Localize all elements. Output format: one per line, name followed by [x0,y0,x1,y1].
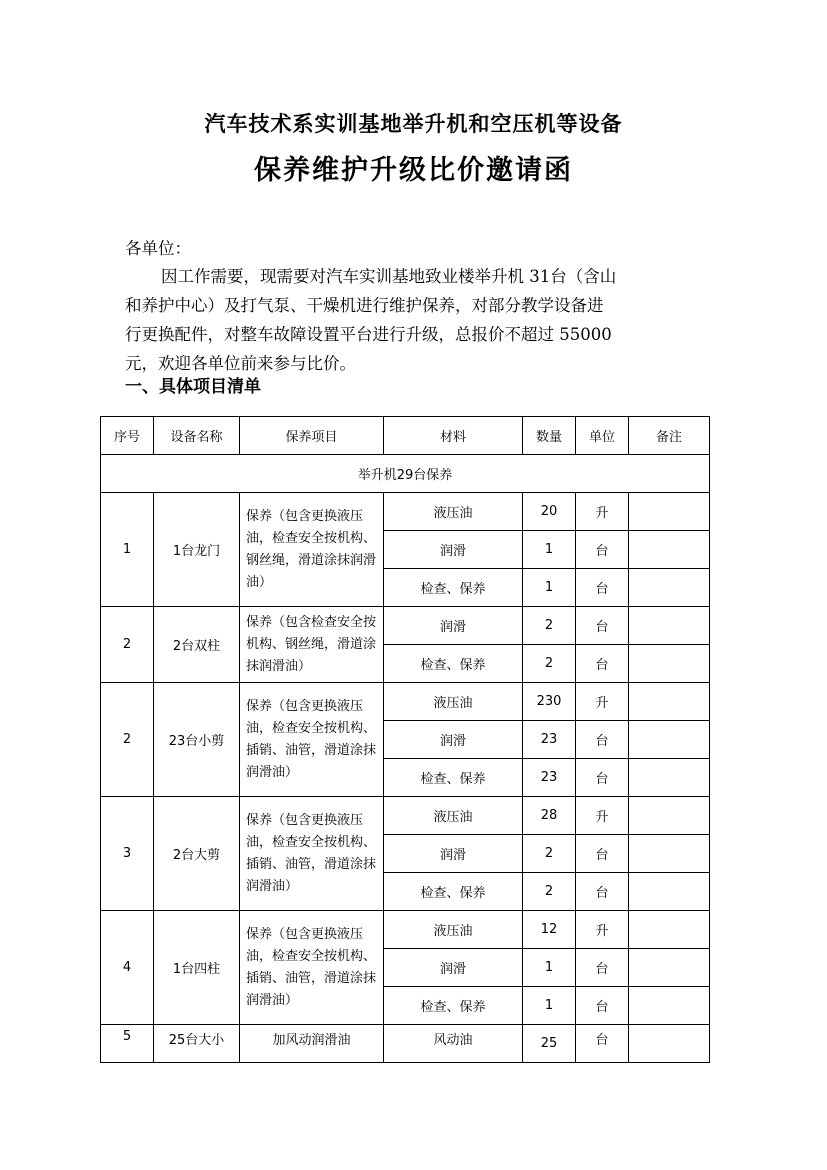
group-title-cell: 举升机29台保养 [101,455,710,493]
header-cell: 序号 [101,417,154,455]
note-cell [629,493,710,531]
quantity-cell: 28 [523,797,576,835]
table-header-row [101,417,710,455]
note-cell [629,569,710,607]
material-cell: 液压油 [384,911,523,949]
quantity-cell: 25 [523,1025,576,1063]
section-heading: 一、具体项目清单 [125,377,261,397]
note-cell [629,721,710,759]
intro-line: 和养护中心）及打气泵、干燥机进行维护保养，对部分教学设备进 [125,296,604,315]
note-cell [629,683,710,721]
material-cell: 检查、保养 [384,759,523,797]
quantity-cell: 1 [523,569,576,607]
equipment-name-cell: 1台四柱 [154,911,240,1025]
item-number-cell: 2 [101,683,154,797]
quantity-cell: 2 [523,873,576,911]
header-cell: 保养项目 [240,417,384,455]
table-row [101,797,710,835]
unit-cell: 台 [576,987,629,1025]
header-cell: 单位 [576,417,629,455]
unit-cell: 台 [576,835,629,873]
unit-cell: 台 [576,531,629,569]
salutation: 各单位： [125,239,191,258]
material-cell: 检查、保养 [384,873,523,911]
quantity-cell: 1 [523,987,576,1025]
equipment-name-cell: 1台龙门 [154,493,240,607]
unit-cell: 台 [576,1025,629,1063]
quantity-cell: 12 [523,911,576,949]
material-cell: 润滑 [384,531,523,569]
equipment-name-cell: 2台双柱 [154,607,240,683]
document-title-line2: 保养维护升级比价邀请函 [254,155,573,186]
note-cell [629,607,710,645]
quantity-cell: 230 [523,683,576,721]
material-cell: 液压油 [384,797,523,835]
intro-line: 因工作需要，现需要对汽车实训基地致业楼举升机 31台（含山 [161,267,617,286]
item-number-cell: 5 [101,1025,154,1063]
unit-cell: 升 [576,493,629,531]
header-cell: 材料 [384,417,523,455]
quantity-cell: 20 [523,493,576,531]
note-cell [629,987,710,1025]
note-cell [629,873,710,911]
material-cell: 检查、保养 [384,987,523,1025]
equipment-name-cell: 25台大小 [154,1025,240,1063]
maintenance-item-cell: 加风动润滑油 [240,1025,384,1063]
header-cell: 备注 [629,417,710,455]
group-title-row [101,455,710,493]
intro-paragraph [125,262,690,378]
table-row [101,683,710,721]
material-cell: 润滑 [384,835,523,873]
header-cell: 设备名称 [154,417,240,455]
equipment-name-cell: 23台小剪 [154,683,240,797]
unit-cell: 升 [576,683,629,721]
quantity-cell: 1 [523,949,576,987]
unit-cell: 台 [576,607,629,645]
material-cell: 润滑 [384,721,523,759]
quantity-cell: 23 [523,721,576,759]
material-cell: 润滑 [384,607,523,645]
maintenance-item-cell: 保养（包含更换液压油，检查安全按机构、插销、油管，滑道涂抹润滑油） [240,911,384,1025]
intro-line: 行更换配件，对整车故障设置平台进行升级，总报价不超过 55000 [125,325,612,344]
maintenance-item-cell: 保养（包含更换液压油，检查安全按机构、插销、油管，滑道涂抹润滑油） [240,797,384,911]
maintenance-item-cell: 保养（包含更换液压油，检查安全按机构、插销、油管，滑道涂抹润滑油） [240,683,384,797]
unit-cell: 台 [576,949,629,987]
note-cell [629,911,710,949]
quantity-cell: 2 [523,645,576,683]
note-cell [629,797,710,835]
table-row [101,911,710,949]
item-number-cell: 3 [101,797,154,911]
material-cell: 检查、保养 [384,645,523,683]
quantity-cell: 2 [523,835,576,873]
material-cell: 液压油 [384,683,523,721]
table-row [101,1025,710,1063]
quantity-cell: 23 [523,759,576,797]
unit-cell: 台 [576,873,629,911]
maintenance-item-cell: 保养（包含检查安全按机构、钢丝绳，滑道涂抹润滑油） [240,607,384,683]
item-number-cell: 2 [101,607,154,683]
unit-cell: 台 [576,645,629,683]
material-cell: 液压油 [384,493,523,531]
equipment-name-cell: 2台大剪 [154,797,240,911]
unit-cell: 台 [576,721,629,759]
project-list-table [100,416,710,1063]
note-cell [629,835,710,873]
quantity-cell: 1 [523,531,576,569]
unit-cell: 升 [576,797,629,835]
material-cell: 润滑 [384,949,523,987]
note-cell [629,645,710,683]
maintenance-item-cell: 保养（包含更换液压油，检查安全按机构、钢丝绳，滑道涂抹润滑油） [240,493,384,607]
header-cell: 数量 [523,417,576,455]
material-cell: 风动油 [384,1025,523,1063]
unit-cell: 台 [576,569,629,607]
note-cell [629,531,710,569]
note-cell [629,1025,710,1063]
table-row [101,607,710,645]
unit-cell: 升 [576,911,629,949]
material-cell: 检查、保养 [384,569,523,607]
note-cell [629,759,710,797]
table-row [101,493,710,531]
item-number-cell: 4 [101,911,154,1025]
note-cell [629,949,710,987]
document-title-line1: 汽车技术系实训基地举升机和空压机等设备 [204,111,623,136]
intro-line: 元，欢迎各单位前来参与比价。 [125,354,356,373]
quantity-cell: 2 [523,607,576,645]
unit-cell: 台 [576,759,629,797]
item-number-cell: 1 [101,493,154,607]
